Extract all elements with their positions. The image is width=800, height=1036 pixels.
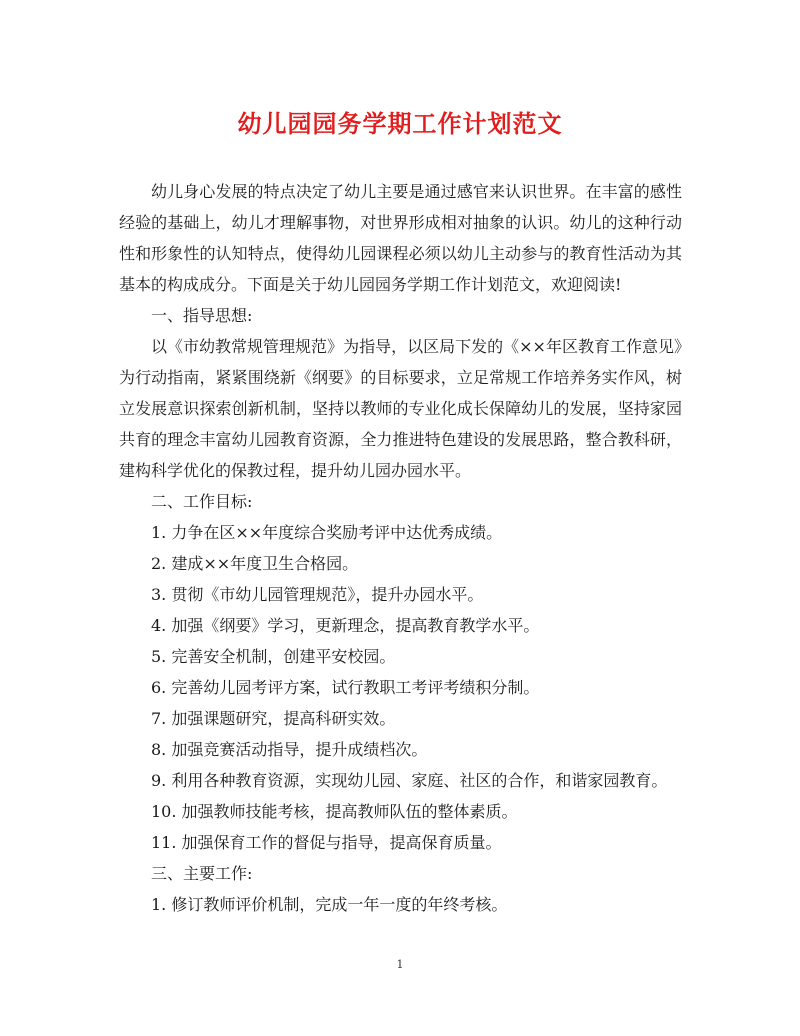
guiding-thought-paragraph: 以《市幼教常规管理规范》为指导，以区局下发的《××年区教育工作意见》为行动指南，紧紧围绕新《纲要》的目标要求，立足常规工作培养务实作风，树立发展意识探索创新机制，坚持以教师的专业化成长保障幼儿的发展，坚持家园共育的理念丰富幼儿园教育资源，全力推进特色建设的发展思路，整合教科研，建构科学优化的保教过程，提升幼儿园办园水平。 xyxy=(119,337,682,480)
goal-item-1: 1. 力争在区××年度综合奖励考评中达优秀成绩。 xyxy=(151,523,503,542)
intro-paragraph: 幼儿身心发展的特点决定了幼儿主要是通过感官来认识世界。在丰富的感性经验的基础上，幼儿才理解事物，对世界形成相对抽象的认识。幼儿的这种行动性和形象性的认知特点，使得幼儿园课程必须以幼儿主动参与的教育性活动为其基本的构成成分。下面是关于幼儿园园务学期工作计划范文，欢迎阅读! xyxy=(119,182,682,294)
goal-item-4: 4. 加强《纲要》学习，更新理念，提高教育教学水平。 xyxy=(151,616,540,635)
goal-item-3: 3. 贯彻《市幼儿园管理规范》，提升办园水平。 xyxy=(151,585,484,604)
goal-item-11: 11. 加强保育工作的督促与指导，提高保育质量。 xyxy=(151,833,502,852)
goal-item-2: 2. 建成××年度卫生合格园。 xyxy=(151,554,359,573)
section-heading-work-goals: 二、工作目标: xyxy=(151,492,253,511)
main-work-item-1: 1. 修订教师评价机制，完成一年一度的年终考核。 xyxy=(151,895,508,914)
goal-item-8: 8. 加强竞赛活动指导，提升成绩档次。 xyxy=(151,740,428,759)
goal-item-7: 7. 加强课题研究，提高科研实效。 xyxy=(151,709,396,728)
document-body xyxy=(119,176,682,920)
goal-item-6: 6. 完善幼儿园考评方案，试行教职工考评考绩积分制。 xyxy=(151,678,540,697)
page-number: 1 xyxy=(396,958,404,971)
document-title: 幼儿园园务学期工作计划范文 xyxy=(237,109,563,138)
goal-item-5: 5. 完善安全机制，创建平安校园。 xyxy=(151,647,396,666)
section-heading-guiding-thought: 一、指导思想: xyxy=(151,306,253,325)
goal-item-10: 10. 加强教师技能考核，提高教师队伍的整体素质。 xyxy=(151,802,518,821)
goal-item-9: 9. 利用各种教育资源，实现幼儿园、家庭、社区的合作，和谐家园教育。 xyxy=(151,771,668,790)
section-heading-main-work: 三、主要工作: xyxy=(151,864,253,883)
